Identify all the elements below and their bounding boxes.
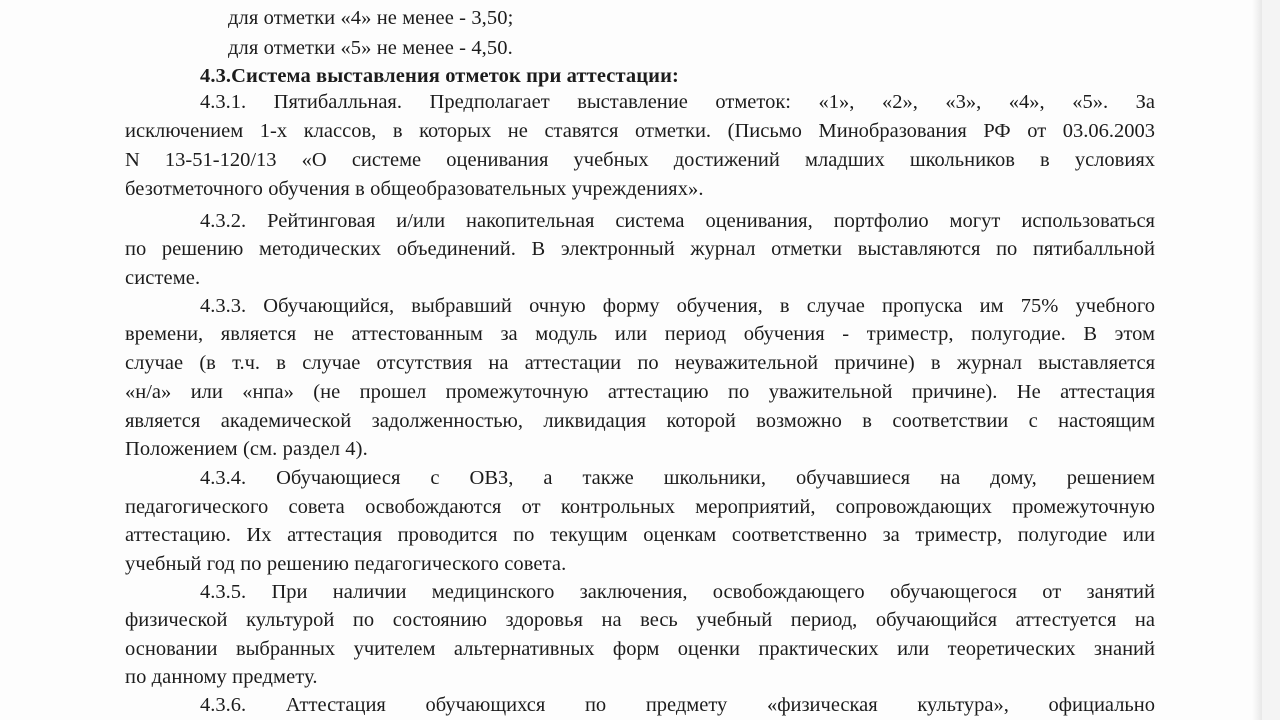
p434-line-1: 4.3.4. Обучающиеся с ОВЗ, а также школьники, обучавшиеся на дому, решением bbox=[200, 467, 1155, 489]
p433-line-1: 4.3.3. Обучающийся, выбравший очную форму обучения, в случае пропуска им 75% учебного bbox=[200, 295, 1155, 317]
grade-line-4: для отметки «4» не менее - 3,50; bbox=[228, 7, 514, 29]
p434-line-2: педагогического совета освобождаются от контрольных мероприятий, сопровождающих промежуточную bbox=[125, 496, 1155, 518]
p435-line-4: по данному предмету. bbox=[125, 666, 318, 688]
p432-line-3: системе. bbox=[125, 267, 201, 289]
p434-line-4: учебный год по решению педагогического совета. bbox=[125, 553, 567, 575]
p432-line-1: 4.3.2. Рейтинговая и/или накопительная система оценивания, портфолио могут использоваться bbox=[200, 210, 1155, 232]
p431-line-3: N 13-51-120/13 «О системе оценивания учебных достижений младших школьников в условиях bbox=[125, 149, 1155, 171]
p431-line-4: безотметочного обучения в общеобразовательных учреждениях». bbox=[125, 178, 704, 200]
p434-line-3: аттестацию. Их аттестация проводится по текущим оценкам соответственно за триместр, полугодие или bbox=[125, 524, 1155, 546]
grade-line-5: для отметки «5» не менее - 4,50. bbox=[228, 37, 513, 59]
p436-line-1: 4.3.6. Аттестация обучающихся по предмету «физическая культура», официально bbox=[200, 694, 1155, 716]
p433-line-6: Положением (см. раздел 4). bbox=[125, 438, 368, 460]
p433-line-3: случае (в т.ч. в случае отсутствия на аттестации по неуважительной причине) в журнал выставляется bbox=[125, 352, 1155, 374]
p431-line-2: исключением 1-х классов, в которых не ставятся отметки. (Письмо Минобразования РФ от 03.06.2003 bbox=[125, 120, 1155, 142]
p435-line-2: физической культурой по состоянию здоровья на весь учебный период, обучающийся аттестуется на bbox=[125, 609, 1155, 631]
p431-line-1: 4.3.1. Пятибалльная. Предполагает выставление отметок: «1», «2», «3», «4», «5». За bbox=[200, 91, 1155, 113]
page-edge-shadow bbox=[1252, 0, 1262, 720]
p435-line-3: основании выбранных учителем альтернативных форм оценки практических или теоретических знаний bbox=[125, 638, 1155, 660]
p433-line-5: является академической задолженностью, ликвидация которой возможно в соответствии с настоящим bbox=[125, 410, 1155, 432]
section-heading: 4.3.Система выставления отметок при аттестации: bbox=[200, 65, 679, 87]
p432-line-2: по решению методических объединений. В электронный журнал отметки выставляются по пятибалльной bbox=[125, 238, 1155, 260]
p433-line-4: «н/а» или «нпа» (не прошел промежуточную аттестацию по уважительной причине). Не аттестация bbox=[125, 381, 1155, 403]
p435-line-1: 4.3.5. При наличии медицинского заключения, освобождающего обучающегося от занятий bbox=[200, 581, 1155, 603]
p433-line-2: времени, является не аттестованным за модуль или период обучения - триместр, полугодие. В этом bbox=[125, 323, 1155, 345]
